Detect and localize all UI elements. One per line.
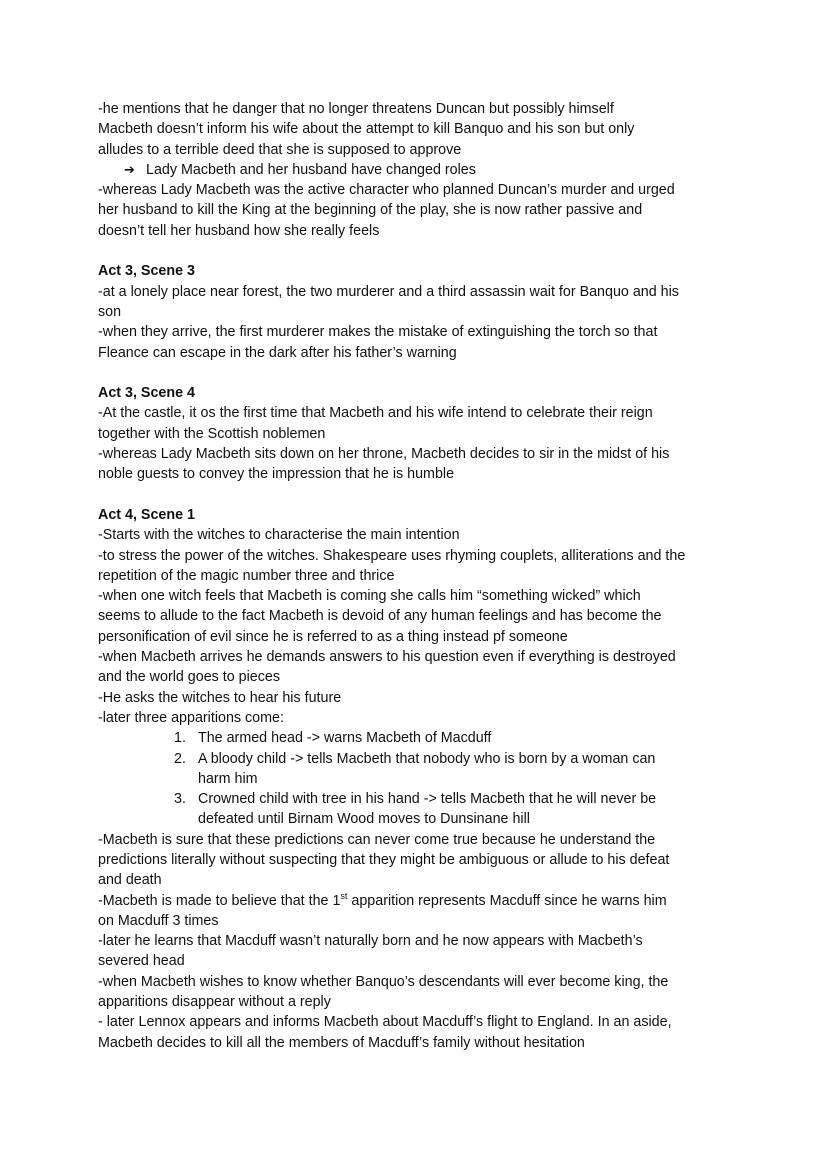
act4-scene1-line-8: and the world goes to pieces [98,669,281,686]
list-item-line [98,728,738,748]
list-item [98,728,738,748]
act3-scene4-heading: Act 3, Scene 4 [98,385,195,402]
act4-scene1-line-15: on Macduff 3 times [98,912,219,929]
act3-scene4-line-4: noble guests to convey the impression that he is humble [98,466,455,483]
act4-scene1-line-5: seems to allude to the fact Macbeth is devoid of any human feelings and has become the [98,608,662,625]
line-14-text-start: -Macbeth is made to believe that the 1 [98,892,341,909]
act4-scene1-line-12: predictions literally without suspecting that they might be ambiguous or allude to his defeat [98,851,670,868]
paragraph-gap [98,363,738,383]
list-number: 3. [174,791,186,808]
act4-scene1-line-3: repetition of the magic number three and thrice [98,567,395,584]
intro-line-5: her husband to kill the King at the beginning of the play, she is now rather passive and [98,202,643,219]
list-item [98,749,738,790]
act3-scene3-line-4: Fleance can escape in the dark after his father’s warning [98,344,457,361]
line-14-text-end: apparition represents Macduff since he warns him [347,892,667,909]
list-item-text: Crowned child with tree in his hand -> tells Macbeth that he will never be [198,791,657,808]
act4-scene1-line-17: severed head [98,953,185,970]
act4-scene1-line-11: -Macbeth is sure that these predictions can never come true because he understand the [98,831,656,848]
list-item-continuation: defeated until Birnam Wood moves to Dunsinane hill [198,811,530,828]
list-number: 1. [174,730,186,747]
act4-scene1-line-21: Macbeth decides to kill all the members of Macduff’s family without hesitation [98,1034,585,1051]
act4-scene1-line-2: -to stress the power of the witches. Shakespeare uses rhyming couplets, alliterations and the [98,547,686,564]
act4-scene1-line-19: apparitions disappear without a reply [98,994,331,1011]
intro-line-3: alludes to a terrible deed that she is supposed to approve [98,141,462,158]
act4-scene1-line-16: -later he learns that Macduff wasn’t naturally born and he now appears with Macbeth’s [98,933,643,950]
act4-scene1-line-6: personification of evil since he is referred to as a thing instead pf someone [98,628,568,645]
right-arrow-icon: ➔ [124,161,135,177]
act3-scene4-line-1: -At the castle, it os the first time that Macbeth and his wife intend to celebrate their reign [98,405,653,422]
intro-line-6: doesn’t tell her husband how she really feels [98,222,380,239]
act3-scene3-line-3: -when they arrive, the first murderer makes the mistake of extinguishing the torch so that [98,324,658,341]
act4-scene1-line-20: - later Lennox appears and informs Macbeth about Macduff’s flight to England. In an aside, [98,1014,672,1031]
act4-scene1-line-18: -when Macbeth wishes to know whether Banquo’s descendants will ever become king, the [98,973,669,990]
list-item [98,789,738,830]
ordinal-superscript: st [340,890,348,901]
paragraph-gap [98,485,738,505]
arrow-bullet-text: Lady Macbeth and her husband have changed roles [146,161,476,178]
act4-scene1-line-14 [98,891,738,911]
act4-scene1-heading: Act 4, Scene 1 [98,506,195,523]
document-body [98,99,738,1053]
act4-scene1-line-10: -later three apparitions come: [98,709,284,726]
apparitions-list [98,728,738,829]
list-item-continuation: harm him [198,770,258,787]
list-item-text: A bloody child -> tells Macbeth that nobody who is born by a woman can [198,750,656,767]
act4-scene1-line-7: -when Macbeth arrives he demands answers to his question even if everything is destroyed [98,649,676,666]
intro-line-4: -whereas Lady Macbeth was the active character who planned Duncan’s murder and urged [98,182,675,199]
act4-scene1-line-13: and death [98,872,162,889]
list-item-line [98,749,738,769]
act3-scene4-line-3: -whereas Lady Macbeth sits down on her throne, Macbeth decides to sir in the midst of his [98,446,670,463]
paragraph-gap [98,241,738,261]
intro-line-2: Macbeth doesn’t inform his wife about the attempt to kill Banquo and his son but only [98,121,635,138]
act3-scene3-line-2: son [98,303,122,320]
act4-scene1-line-1: -Starts with the witches to characterise the main intention [98,527,460,544]
arrow-bullet-line [98,160,738,180]
act4-scene1-line-9: -He asks the witches to hear his future [98,689,342,706]
intro-line-1: -he mentions that he danger that no longer threatens Duncan but possibly himself [98,101,614,117]
act3-scene3-line-1: -at a lonely place near forest, the two murderer and a third assassin wait for Banquo and his [98,283,679,300]
list-item-line [98,789,738,809]
act4-scene1-line-4: -when one witch feels that Macbeth is coming she calls him “something wicked” which [98,588,641,605]
act3-scene4-line-2: together with the Scottish noblemen [98,425,326,442]
list-number: 2. [174,750,186,767]
list-item-text: The armed head -> warns Macbeth of Macduff [198,730,492,747]
act3-scene3-heading: Act 3, Scene 3 [98,263,195,280]
